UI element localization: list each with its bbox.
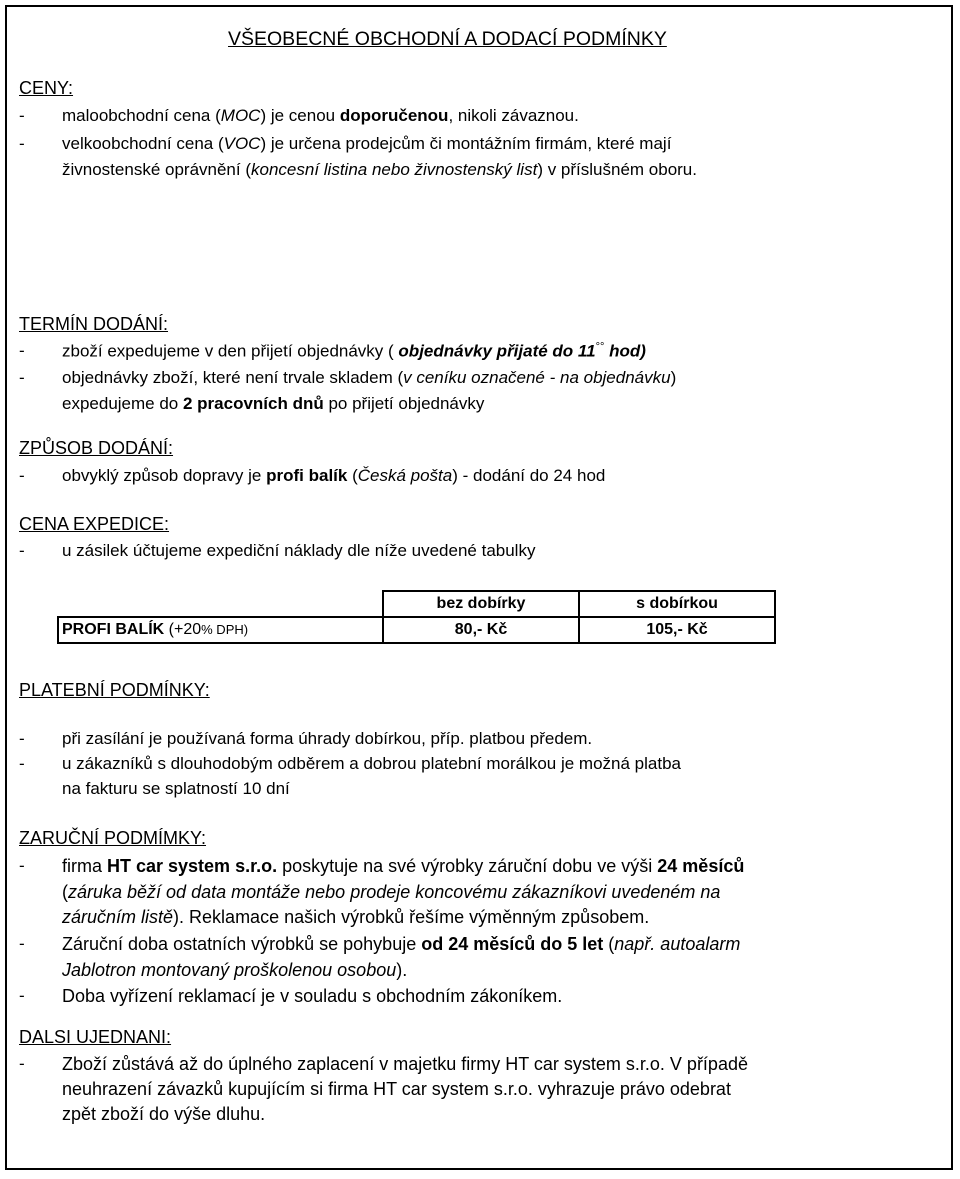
dalsi-item-1-line-2: neuhrazení závazků kupujícím si firma HT car system s.r.o. vyhrazuje právo odebrat (62, 1079, 731, 1099)
termin-item-2-line-1: objednávky zboží, které není trvale skladem (v ceníku označené - na objednávku) (62, 368, 677, 387)
list-dash: - (19, 541, 25, 560)
zarucni-item-1-line-2: (záruka běží od data montáže nebo prodeje koncovému zákazníkovi uvedeném na (62, 882, 721, 902)
zarucni-item-3: Doba vyřízení reklamací je v souladu s obchodním zákoníkem. (62, 986, 563, 1006)
dalsi-item-1-line-3: zpět zboží do výše dluhu. (62, 1104, 266, 1124)
termin-item-2-line-2: expedujeme do 2 pracovních dnů po přijetí objednávky (62, 394, 485, 413)
cell-s-dobirkou: 105,- Kč (579, 617, 775, 643)
section-heading-zarucni: ZARUČNÍ PODMÍMKY: (19, 828, 207, 848)
shipping-cost-table (57, 590, 776, 644)
section-heading-expedice: CENA EXPEDICE: (19, 514, 170, 534)
column-header-s-dobirkou: s dobírkou (579, 591, 775, 617)
row-label-profi-balik: PROFI BALÍK (+20% DPH) (58, 617, 383, 643)
list-dash: - (19, 466, 25, 485)
table-row (58, 617, 775, 643)
section-heading-dalsi: DALSI UJEDNANI: (19, 1027, 172, 1047)
list-dash: - (19, 106, 25, 125)
termin-item-1: zboží expedujeme v den přijetí objednávky ( objednávky přijaté do 11°° hod) (62, 341, 646, 361)
platebni-item-1: při zasílání je používaná forma úhrady dobírkou, příp. platbou předem. (62, 729, 593, 748)
platebni-item-2-line-2: na fakturu se splatností 10 dní (62, 779, 290, 798)
cell-bez-dobirky: 80,- Kč (383, 617, 579, 643)
ceny-item-1: maloobchodní cena (MOC) je cenou doporučenou, nikoli závaznou. (62, 106, 579, 125)
section-heading-zpusob: ZPŮSOB DODÁNÍ: (19, 438, 174, 458)
list-dash: - (19, 934, 25, 953)
zarucni-item-2-line-1: Záruční doba ostatních výrobků se pohybuje od 24 měsíců do 5 let (např. autoalarm (62, 934, 741, 954)
platebni-item-2-line-1: u zákazníků s dlouhodobým odběrem a dobrou platební morálkou je možná platba (62, 754, 681, 773)
list-dash: - (19, 368, 25, 387)
table-empty-cell (58, 591, 383, 617)
zarucni-item-2-line-2: Jablotron montovaný proškolenou osobou). (62, 960, 408, 980)
zarucni-item-1-line-3: záručním listě). Reklamace našich výrobků řešíme výměnným způsobem. (62, 907, 650, 927)
ceny-item-2-line-1: velkoobchodní cena (VOC) je určena prodejcům či montážním firmám, které mají (62, 134, 672, 153)
ceny-item-2-line-2: živnostenské oprávnění (koncesní listina nebo živnostenský list) v příslušném oboru. (62, 160, 697, 179)
list-dash: - (19, 986, 25, 1005)
list-dash: - (19, 1054, 25, 1073)
section-heading-termin: TERMÍN DODÁNÍ: (19, 314, 169, 334)
section-heading-platebni: PLATEBNÍ PODMÍNKY: (19, 680, 210, 700)
column-header-bez-dobirky: bez dobírky (383, 591, 579, 617)
list-dash: - (19, 341, 25, 360)
table-header-row (58, 591, 775, 617)
section-heading-ceny: CENY: (19, 78, 74, 98)
dalsi-item-1-line-1: Zboží zůstává až do úplného zaplacení v majetku firmy HT car system s.r.o. V případě (62, 1054, 748, 1074)
document-title: VŠEOBECNÉ OBCHODNÍ A DODACÍ PODMÍNKY (228, 28, 667, 50)
zpusob-item-1: obvyklý způsob dopravy je profi balík (Česká pošta) - dodání do 24 hod (62, 466, 606, 485)
list-dash: - (19, 134, 25, 153)
list-dash: - (19, 754, 25, 773)
list-dash: - (19, 729, 25, 748)
list-dash: - (19, 856, 25, 875)
expedice-item-1: u zásilek účtujeme expediční náklady dle níže uvedené tabulky (62, 541, 536, 560)
zarucni-item-1-line-1: firma HT car system s.r.o. poskytuje na své výrobky záruční dobu ve výši 24 měsíců (62, 856, 745, 876)
